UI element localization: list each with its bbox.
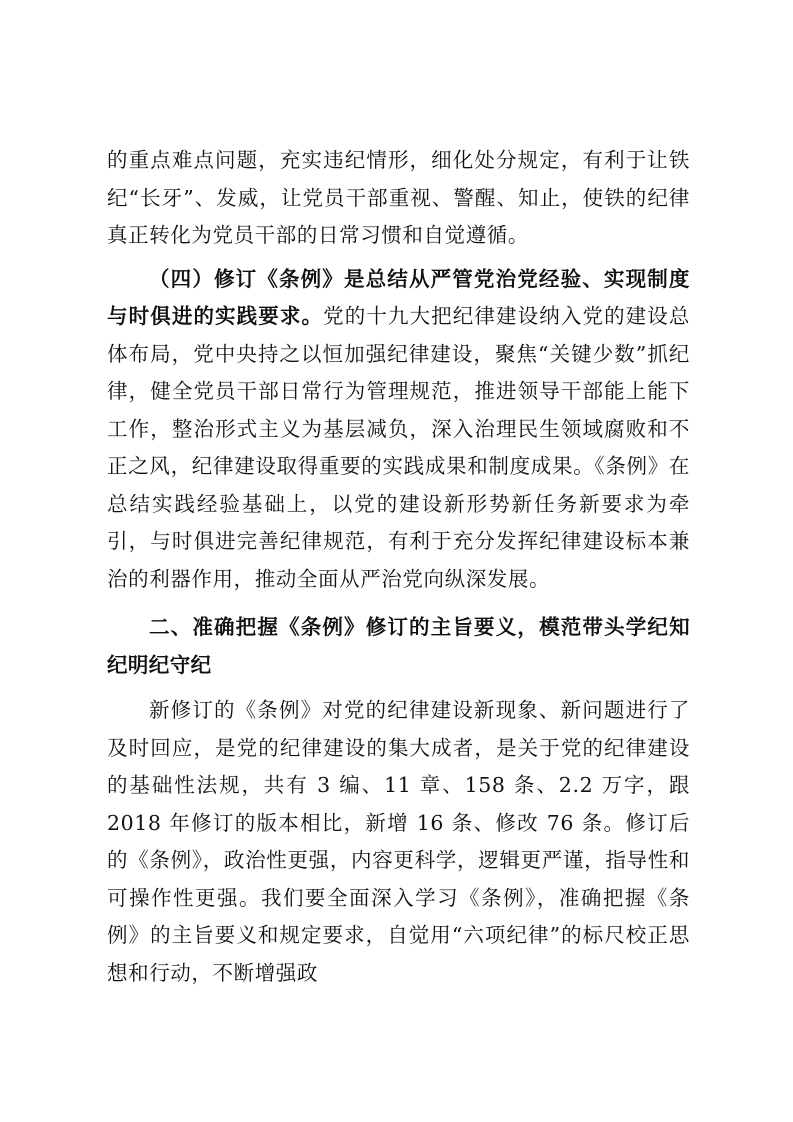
section-heading-two: 二、准确把握《条例》修订的主旨要义，模范带头学纪知纪明纪守纪 bbox=[107, 615, 690, 677]
paragraph-continued: 的重点难点问题，充实违纪情形，细化处分规定，有利于让铁纪“长牙”、发威，让党员干部重视、警醒、知止，使铁的纪律真正转化为党员干部的日常习惯和自觉遵循。 bbox=[107, 148, 690, 247]
paragraph-section-four bbox=[107, 261, 690, 599]
section-four-lead: （四）修订《条例》是总结从严管党治党经验、实现制度与时俱进的实践要求。 bbox=[107, 266, 690, 328]
paragraph-regulation-overview: 新修订的《条例》对党的纪律建设新现象、新问题进行了及时回应，是党的纪律建设的集大成者，是关于党的纪律建设的基础性法规，共有 3 编、11 章、158 条、2.2 万字，跟 2018 年修订的版本相比，新增 16 条、修改 76 条。修订后的《条例》，政治性更强，内容更科学，逻辑更严谨，指导性和可操作性更强。我们要全面深入学习《条例》，准确把握《条例》的主旨要义和规定要求，自觉用“六项纪律”的标尺校正思想和行动，不断增强政 bbox=[107, 698, 690, 985]
section-four-body: 党的十九大把纪律建设纳入党的建设总体布局，党中央持之以恒加强纪律建设，聚焦“关键少数”抓纪律，健全党员干部日常行为管理规范，推进领导干部能上能下工作，整治形式主义为基层减负，深入治理民生领域腐败和不正之风，纪律建设取得重要的实践成果和制度成果。《条例》在总结实践经验基础上，以党的建设新形势新任务新要求为牵引，与时俱进完善纪律规范，有利于充分发挥纪律建设标本兼治的利器作用，推动全面从严治党向纵深发展。 bbox=[107, 304, 691, 591]
